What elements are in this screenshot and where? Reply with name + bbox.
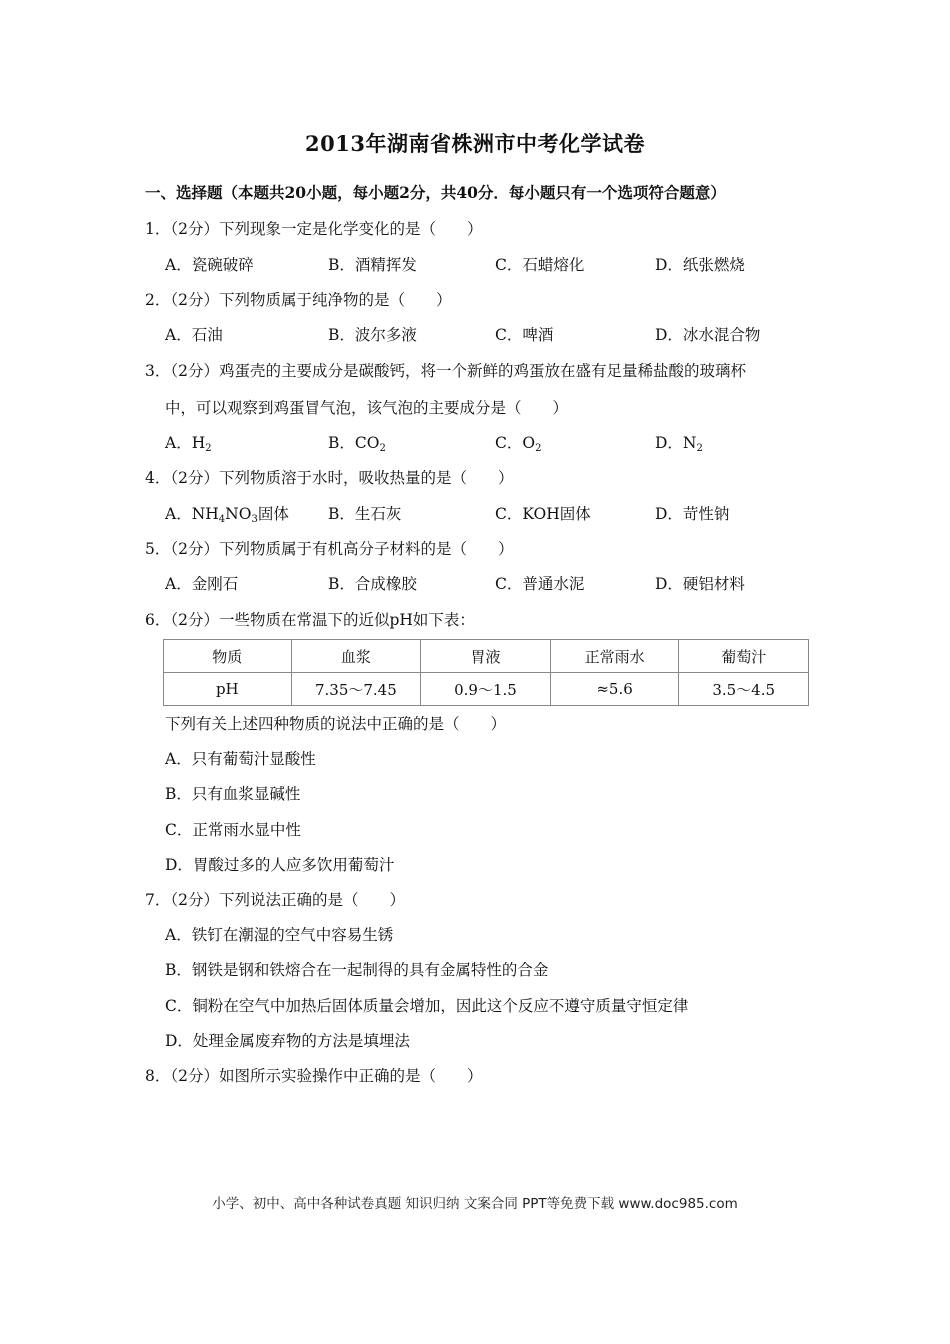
question-7-stem: 7．（2分）下列说法正确的是（ ） bbox=[145, 891, 405, 909]
q6-option-b: B．只有血浆显碱性 bbox=[165, 785, 301, 803]
q7-option-b: B．钢铁是钢和铁熔合在一起制得的具有金属特性的合金 bbox=[165, 961, 549, 979]
table-cell: 0.9～1.5 bbox=[421, 673, 551, 706]
table-cell: 胃液 bbox=[421, 640, 551, 673]
q2-option-a: A．石油 bbox=[165, 326, 223, 344]
q3-option-d: D．$N_2$ bbox=[655, 434, 703, 454]
question-4-stem: 4．（2分）下列物质溶于水时，吸收热量的是（ ） bbox=[145, 469, 514, 487]
question-1-stem: 1．（2分）下列现象一定是化学变化的是（ ） bbox=[145, 220, 483, 238]
section-heading: 一、选择题（本题共20小题，每小题2分，共40分．每小题只有一个选项符合题意） bbox=[145, 183, 726, 202]
question-5-stem: 5．（2分）下列物质属于有机高分子材料的是（ ） bbox=[145, 540, 514, 558]
q5-option-d: D．硬铝材料 bbox=[655, 575, 745, 593]
question-2-stem: 2．（2分）下列物质属于纯净物的是（ ） bbox=[145, 291, 452, 309]
table-cell: 正常雨水 bbox=[550, 640, 679, 673]
page-footer: 小学、初中、高中各种试卷真题 知识归纳 文案合同 PPT等免费下载 www.doc985.com bbox=[212, 1196, 738, 1212]
q5-option-a: A．金刚石 bbox=[165, 575, 239, 593]
q2-option-d: D．冰水混合物 bbox=[655, 326, 761, 344]
question-6-sub-stem: 下列有关上述四种物质的说法中正确的是（ ） bbox=[165, 715, 507, 733]
question-3-stem-line1: 3．（2分）鸡蛋壳的主要成分是碳酸钙，将一个新鲜的鸡蛋放在盛有足量稀盐酸的玻璃杯 bbox=[145, 362, 746, 380]
q4-option-c: C．KOH固体 bbox=[495, 505, 591, 523]
q3-option-a: A．$H_2$ bbox=[165, 434, 212, 454]
q4-option-a: A．$NH_4NO_3$固体 bbox=[165, 505, 289, 525]
q4-option-b: B．生石灰 bbox=[328, 505, 402, 523]
q1-option-d: D．纸张燃烧 bbox=[655, 256, 745, 274]
q7-option-d: D．处理金属废弃物的方法是填埋法 bbox=[165, 1032, 410, 1050]
q7-option-a: A．铁钉在潮湿的空气中容易生锈 bbox=[165, 926, 394, 944]
q4-option-d: D．苛性钠 bbox=[655, 505, 730, 523]
table-cell: 葡萄汁 bbox=[679, 640, 809, 673]
question-3-stem-line2: 中，可以观察到鸡蛋冒气泡，该气泡的主要成分是（ ） bbox=[165, 399, 569, 417]
q1-option-a: A．瓷碗破碎 bbox=[165, 256, 254, 274]
q1-option-b: B．酒精挥发 bbox=[328, 256, 417, 274]
question-6-stem: 6．（2分）一些物质在常温下的近似pH如下表： bbox=[145, 611, 475, 629]
q5-option-b: B．合成橡胶 bbox=[328, 575, 417, 593]
page-title: 2013年湖南省株洲市中考化学试卷 bbox=[305, 131, 645, 156]
q6-option-c: C．正常雨水显中性 bbox=[165, 821, 301, 839]
table-cell: pH bbox=[164, 673, 292, 706]
question-8-stem: 8．（2分）如图所示实验操作中正确的是（ ） bbox=[145, 1067, 483, 1085]
q3-option-c: C．$O_2$ bbox=[495, 434, 542, 454]
table-cell: 3.5～4.5 bbox=[679, 673, 809, 706]
q7-option-c: C．铜粉在空气中加热后固体质量会增加，因此这个反应不遵守质量守恒定律 bbox=[165, 997, 689, 1015]
table-cell: 血浆 bbox=[291, 640, 421, 673]
table-cell: 7.35～7.45 bbox=[291, 673, 421, 706]
q2-option-b: B．波尔多液 bbox=[328, 326, 417, 344]
q3-option-b: B．$CO_2$ bbox=[328, 434, 386, 454]
q5-option-c: C．普通水泥 bbox=[495, 575, 585, 593]
q6-option-a: A．只有葡萄汁显酸性 bbox=[165, 750, 316, 768]
q1-option-c: C．石蜡熔化 bbox=[495, 256, 585, 274]
ph-table bbox=[163, 639, 809, 706]
table-cell: 物质 bbox=[164, 640, 292, 673]
q2-option-c: C．啤酒 bbox=[495, 326, 554, 344]
q6-option-d: D．胃酸过多的人应多饮用葡萄汁 bbox=[165, 856, 395, 874]
table-cell: ≈5.6 bbox=[550, 673, 679, 706]
table-row bbox=[164, 673, 809, 706]
table-header-row bbox=[164, 640, 809, 673]
